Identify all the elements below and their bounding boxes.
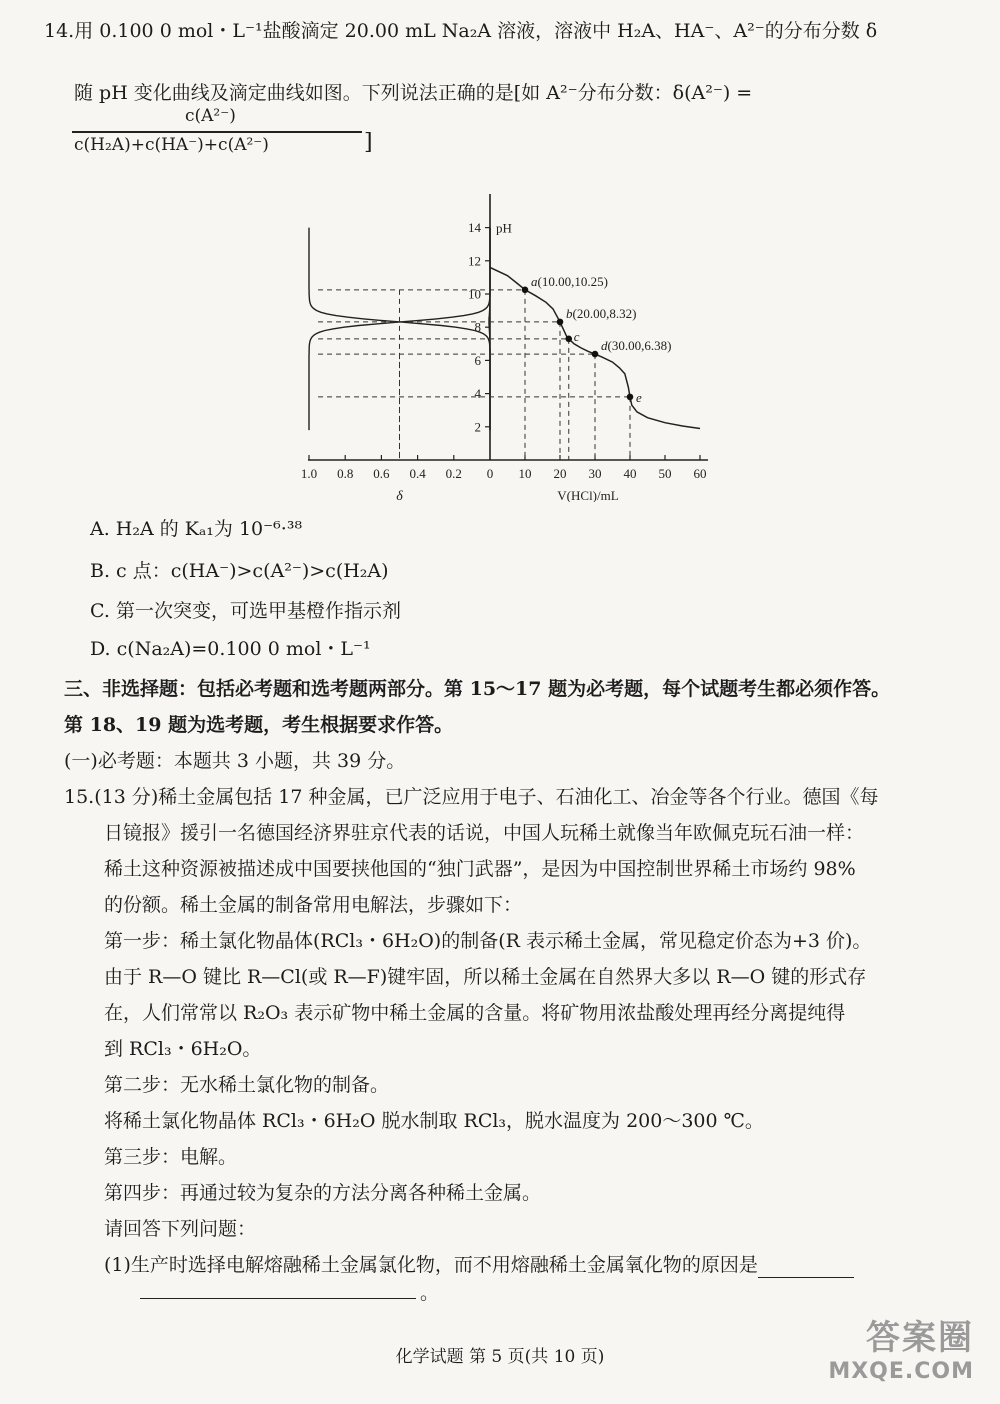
delta-tick-label: 0.8 [337, 466, 354, 481]
page-footer: 化学试题 第 5 页(共 10 页) [395, 1347, 605, 1367]
data-point-label [566, 306, 636, 321]
delta-axis-label: δ [396, 489, 403, 502]
y-tick-label: 6 [474, 352, 481, 368]
q15-line: 第一步：稀土氯化物晶体(RCl₃・6H₂O)的制备(R 表示稀土金属，常见稳定价态为+3 价)。 [104, 930, 872, 952]
data-point-label [531, 274, 608, 289]
x-tick-label: 0 [486, 466, 494, 481]
q15-line: 15.(13 分)稀土金属包括 17 种金属，已广泛应用于电子、石油化工、冶金等各个行业。德国《每 [64, 786, 879, 808]
q15-line: 由于 R—O 键比 R—Cl(或 R—F)键牢固，所以稀土金属在自然界大多以 R—O 键的形式存 [104, 966, 867, 988]
q15-question-1 [104, 1252, 854, 1278]
data-point-label [601, 338, 671, 353]
x-axis-label: V(HCl)/mL [557, 488, 619, 502]
q15-line: 第二步：无水稀土氯化物的制备。 [104, 1074, 390, 1096]
delta-tick-label: 0.6 [373, 466, 390, 481]
answer-end-mark: 。 [420, 1282, 440, 1304]
y-tick-label: 4 [474, 386, 481, 402]
q15-question-1-text: (1)生产时选择电解熔融稀土金属氯化物，而不用熔融稀土金属氧化物的原因是 [104, 1254, 758, 1276]
q14-stem-line2: 随 pH 变化曲线及滴定曲线如图。下列说法正确的是[如 A²⁻分布分数：δ(A²⁻) = [74, 82, 753, 104]
watermark [828, 1310, 974, 1384]
y-tick-label: 8 [474, 319, 481, 335]
y-tick-label: 14 [468, 220, 481, 236]
x-tick-label: 50 [658, 466, 672, 481]
watermark-logo: 答案圈 [866, 1318, 974, 1358]
answer-blank-long [140, 1296, 416, 1299]
fraction-denominator: c(H₂A)+c(HA⁻)+c(A²⁻) [74, 135, 269, 155]
section3-title-line2: 第 18、19 题为选考题，考生根据要求作答。 [64, 714, 454, 736]
watermark-url: MXQE.COM [828, 1359, 974, 1384]
fraction-numerator: c(A²⁻) [185, 106, 236, 126]
point-coords: (10.00,10.25) [537, 273, 608, 289]
fraction-close-bracket: ] [364, 130, 373, 155]
chart-svg [290, 182, 720, 502]
point-letter: c [573, 328, 580, 344]
q14-stem-line1: 14.用 0.100 0 mol・L⁻¹盐酸滴定 20.00 mL Na₂A 溶液，溶液中 H₂A、HA⁻、A²⁻的分布分数 δ [44, 20, 878, 42]
y-tick-label: 2 [474, 419, 481, 435]
y-tick-label: 12 [468, 253, 481, 269]
q14-option-a: A. H₂A 的 Kₐ₁为 10⁻⁶·³⁸ [90, 518, 303, 540]
q14-option-c: C. 第一次突变，可选甲基橙作指示剂 [90, 600, 401, 622]
point-letter: e [636, 389, 642, 405]
data-point [557, 319, 564, 326]
x-tick-label: 30 [588, 466, 602, 481]
delta-tick-label: 1.0 [300, 466, 318, 481]
q15-line: 在，人们常常以 R₂O₃ 表示矿物中稀土金属的含量。将矿物用浓盐酸处理再经分离提纯得 [104, 1002, 846, 1024]
titration-chart [290, 182, 720, 502]
delta-tick-label: 0.4 [409, 466, 426, 481]
q15-line: 的份额。稀土金属的制备常用电解法，步骤如下： [104, 894, 523, 916]
q15-line: 请回答下列问题： [104, 1218, 257, 1240]
section3-subtitle: (一)必考题：本题共 3 小题，共 39 分。 [64, 750, 406, 772]
delta-tick-label: 0.2 [445, 466, 462, 481]
q15-line: 稀土这种资源被描述成中国要挟他国的“独门武器”，是因为中国控制世界稀土市场约 98% [104, 858, 856, 880]
x-tick-label: 20 [553, 466, 567, 481]
data-point-label [636, 390, 642, 405]
q15-line: 第三步：电解。 [104, 1146, 238, 1168]
q15-line: 将稀土氯化物晶体 RCl₃・6H₂O 脱水制取 RCl₃，脱水温度为 200～300 ℃。 [104, 1110, 764, 1132]
x-tick-label: 40 [623, 466, 637, 481]
section3-title-line1: 三、非选择题：包括必考题和选考题两部分。第 15～17 题为必考题，每个试题考生都必须作答。 [64, 678, 891, 700]
y-tick-label: 10 [468, 286, 481, 302]
x-tick-label: 60 [693, 466, 707, 481]
q15-line: 第四步：再通过较为复杂的方法分离各种稀土金属。 [104, 1182, 542, 1204]
point-coords: (30.00,6.38) [607, 338, 672, 354]
point-letter: a [531, 273, 538, 289]
data-point-label [574, 329, 580, 344]
data-point [522, 287, 529, 294]
fraction-bar [72, 131, 362, 133]
q15-line: 到 RCl₃・6H₂O。 [104, 1038, 262, 1060]
q15-line: 日镜报》援引一名德国经济界驻京代表的话说，中国人玩稀土就像当年欧佩克玩石油一样： [104, 822, 865, 844]
data-point [565, 336, 572, 343]
point-coords: (20.00,8.32) [572, 305, 637, 321]
point-letter: b [566, 305, 573, 321]
data-point [592, 351, 599, 358]
q14-option-d: D. c(Na₂A)=0.100 0 mol・L⁻¹ [90, 638, 371, 660]
q14-option-b: B. c 点：c(HA⁻)>c(A²⁻)>c(H₂A) [90, 560, 389, 582]
data-point [627, 394, 634, 401]
answer-blank [758, 1259, 854, 1278]
y-axis-label: pH [496, 220, 512, 236]
point-letter: d [601, 338, 608, 354]
x-tick-label: 10 [518, 466, 532, 481]
